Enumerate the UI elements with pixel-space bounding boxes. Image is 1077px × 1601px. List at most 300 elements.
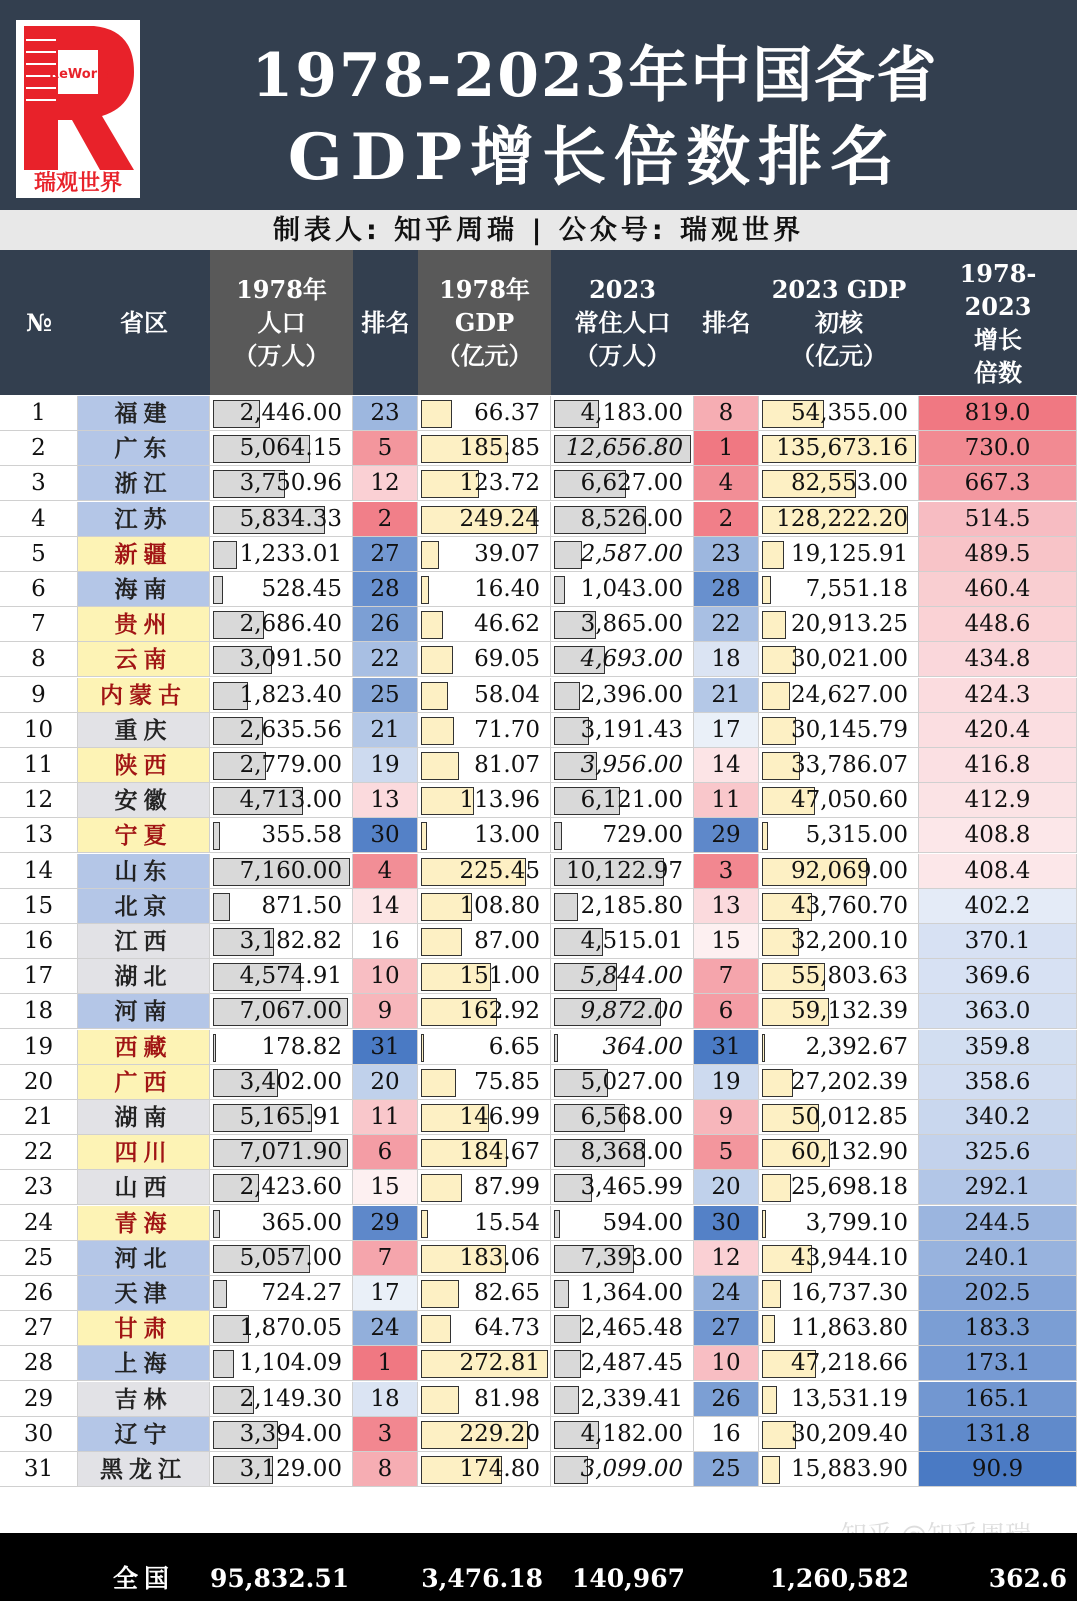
pop2023-bar bbox=[554, 822, 562, 850]
pop-rank-cell bbox=[353, 713, 418, 748]
gdp2023-value: 47,218.66 bbox=[790, 1350, 908, 1377]
gdp-rank-cell bbox=[694, 854, 759, 889]
rank-number-text: 17 bbox=[23, 963, 54, 990]
rank-number-text: 22 bbox=[23, 1139, 54, 1166]
pop-rank-cell bbox=[353, 642, 418, 677]
gdp-rank-value: 2 bbox=[718, 505, 734, 532]
pop2023-value: 6,121.00 bbox=[580, 787, 683, 814]
pop2023-value: 2,587.00 bbox=[580, 540, 683, 567]
rank-number-text: 4 bbox=[31, 505, 46, 532]
gdp2023-cell bbox=[759, 1170, 919, 1205]
rank-number bbox=[0, 466, 78, 501]
gdp2023-bar bbox=[762, 1034, 765, 1062]
rank-number bbox=[0, 642, 78, 677]
rank-number-text: 23 bbox=[23, 1174, 54, 1201]
multiple-cell bbox=[919, 466, 1077, 501]
multiple-cell bbox=[919, 431, 1077, 466]
pop2023-cell bbox=[551, 466, 694, 501]
pop2023-value: 3,465.99 bbox=[580, 1174, 683, 1201]
gdp1978-cell bbox=[418, 854, 551, 889]
pop2023-cell bbox=[551, 959, 694, 994]
gdp1978-value: 39.07 bbox=[474, 540, 540, 567]
gdp2023-cell bbox=[759, 783, 919, 818]
multiple-value: 165.1 bbox=[964, 1385, 1031, 1412]
multiple-value: 363.0 bbox=[964, 998, 1031, 1025]
pop1978-value: 2,779.00 bbox=[239, 752, 342, 778]
gdp-rank-cell bbox=[694, 431, 759, 466]
pop2023-value: 7,393.00 bbox=[580, 1244, 683, 1271]
pop-rank-value: 6 bbox=[377, 1139, 393, 1166]
province-name-text: 湖北 bbox=[114, 963, 173, 991]
pop1978-cell bbox=[210, 537, 353, 572]
gdp-rank-cell bbox=[694, 1452, 759, 1487]
pop2023-value: 4,183.00 bbox=[580, 400, 683, 426]
gdp1978-value: 123.72 bbox=[459, 470, 540, 497]
gdp2023-value: 30,145.79 bbox=[790, 716, 908, 743]
province-name bbox=[78, 1276, 210, 1311]
pop2023-value: 4,182.00 bbox=[580, 1420, 683, 1447]
gdp1978-cell bbox=[418, 959, 551, 994]
gdp1978-value: 229.20 bbox=[459, 1420, 540, 1447]
rank-number-text: 21 bbox=[23, 1104, 54, 1130]
gdp-rank-value: 9 bbox=[718, 1104, 734, 1130]
gdp1978-value: 66.37 bbox=[474, 400, 540, 426]
pop2023-cell bbox=[551, 1346, 694, 1381]
gdp1978-bar bbox=[421, 717, 454, 745]
gdp2023-cell bbox=[759, 1346, 919, 1381]
pop2023-value: 6,568.00 bbox=[580, 1104, 683, 1130]
gdp1978-cell bbox=[418, 1417, 551, 1452]
pop-rank-value: 5 bbox=[377, 435, 393, 462]
pop2023-value: 3,865.00 bbox=[580, 611, 683, 638]
pop1978-bar bbox=[213, 1210, 220, 1238]
multiple-cell bbox=[919, 1030, 1077, 1065]
province-name-text: 贵州 bbox=[114, 611, 173, 639]
multiple-cell bbox=[919, 1346, 1077, 1381]
pop1978-cell bbox=[210, 1417, 353, 1452]
pop1978-value: 528.45 bbox=[261, 576, 342, 602]
multiple-cell bbox=[919, 1206, 1077, 1241]
rank-number bbox=[0, 854, 78, 889]
gdp1978-cell bbox=[418, 924, 551, 959]
gdp1978-cell bbox=[418, 1452, 551, 1487]
pop1978-cell bbox=[210, 924, 353, 959]
gdp2023-cell bbox=[759, 431, 919, 466]
pop1978-cell bbox=[210, 994, 353, 1029]
gdp-rank-value: 25 bbox=[711, 1456, 741, 1482]
gdp-rank-cell bbox=[694, 466, 759, 501]
province-name-text: 四川 bbox=[114, 1139, 173, 1167]
pop-rank-cell bbox=[353, 1065, 418, 1100]
gdp-rank-cell bbox=[694, 1065, 759, 1100]
pop2023-cell bbox=[551, 889, 694, 924]
pop2023-cell bbox=[551, 607, 694, 642]
pop1978-cell bbox=[210, 642, 353, 677]
table-row bbox=[0, 818, 1077, 853]
gdp-rank-value: 17 bbox=[711, 716, 741, 743]
pop1978-bar bbox=[213, 893, 230, 921]
table-header bbox=[0, 250, 1077, 395]
gdp1978-cell bbox=[418, 748, 551, 783]
rank-number bbox=[0, 1030, 78, 1065]
gdp1978-value: 272.81 bbox=[459, 1350, 540, 1377]
table-row bbox=[0, 572, 1077, 607]
gdp1978-cell bbox=[418, 889, 551, 924]
pop-rank-value: 25 bbox=[370, 681, 400, 708]
rank-number bbox=[0, 607, 78, 642]
pop-rank-cell bbox=[353, 1030, 418, 1065]
province-name bbox=[78, 607, 210, 642]
gdp1978-value: 151.00 bbox=[459, 963, 540, 990]
gdp1978-value: 174.80 bbox=[459, 1456, 540, 1482]
pop-rank-value: 20 bbox=[370, 1068, 400, 1095]
multiple-cell bbox=[919, 713, 1077, 748]
gdp2023-value: 15,883.90 bbox=[790, 1456, 908, 1482]
table-row bbox=[0, 502, 1077, 537]
gdp2023-cell bbox=[759, 889, 919, 924]
table-row bbox=[0, 1346, 1077, 1381]
rank-number bbox=[0, 502, 78, 537]
province-name bbox=[78, 1241, 210, 1276]
multiple-value: 416.8 bbox=[964, 752, 1031, 778]
pop1978-value: 3,394.00 bbox=[239, 1420, 342, 1447]
pop-rank-value: 12 bbox=[370, 470, 400, 497]
rank-number-text: 6 bbox=[31, 576, 46, 602]
multiple-value: 667.3 bbox=[964, 470, 1031, 497]
gdp1978-value: 113.96 bbox=[459, 787, 540, 814]
gdp2023-value: 25,698.18 bbox=[790, 1174, 908, 1201]
pop2023-cell bbox=[551, 1311, 694, 1346]
gdp2023-value: 27,202.39 bbox=[790, 1068, 908, 1095]
table-row bbox=[0, 537, 1077, 572]
pop1978-cell bbox=[210, 572, 353, 607]
gdp-rank-cell bbox=[694, 1170, 759, 1205]
byline: 制表人: 知乎周瑞 | 公众号: 瑞观世界 bbox=[0, 210, 1077, 250]
province-name bbox=[78, 994, 210, 1029]
table-row bbox=[0, 1382, 1077, 1417]
pop2023-value: 4,693.00 bbox=[580, 646, 683, 673]
pop1978-cell bbox=[210, 1276, 353, 1311]
gdp-rank-cell bbox=[694, 572, 759, 607]
total-label: 全国 bbox=[112, 1564, 175, 1593]
multiple-value: 370.1 bbox=[964, 928, 1031, 954]
multiple-cell bbox=[919, 642, 1077, 677]
pop2023-cell bbox=[551, 994, 694, 1029]
gdp1978-cell bbox=[418, 1135, 551, 1170]
gdp2023-bar bbox=[762, 1174, 791, 1202]
province-name-text: 广西 bbox=[114, 1068, 173, 1096]
pop2023-value: 594.00 bbox=[602, 1209, 683, 1236]
pop2023-value: 3,191.43 bbox=[580, 716, 683, 743]
gdp-rank-value: 16 bbox=[711, 1420, 741, 1447]
gdp2023-bar bbox=[762, 682, 790, 710]
gdp1978-value: 81.98 bbox=[474, 1385, 540, 1412]
multiple-cell bbox=[919, 1417, 1077, 1452]
pop2023-value: 364.00 bbox=[602, 1033, 683, 1060]
pop-rank-cell bbox=[353, 396, 418, 431]
pop2023-value: 1,043.00 bbox=[580, 576, 683, 602]
table-row bbox=[0, 1030, 1077, 1065]
multiple-cell bbox=[919, 537, 1077, 572]
table-row bbox=[0, 431, 1077, 466]
gdp-rank-cell bbox=[694, 1030, 759, 1065]
pop-rank-value: 17 bbox=[370, 1280, 400, 1306]
header-pop1978: 1978年 人口 （万人） bbox=[210, 250, 353, 395]
header-pop2023: 2023 常住人口 （万人） bbox=[574, 275, 671, 370]
pop1978-value: 3,091.50 bbox=[239, 646, 342, 673]
multiple-cell bbox=[919, 502, 1077, 537]
rank-number-text: 10 bbox=[23, 716, 54, 743]
pop-rank-cell bbox=[353, 1241, 418, 1276]
province-name-text: 山东 bbox=[114, 857, 173, 885]
gdp1978-value: 146.99 bbox=[459, 1104, 540, 1130]
rank-number-text: 1 bbox=[31, 400, 46, 426]
pop-rank-cell bbox=[353, 1417, 418, 1452]
province-name-text: 天津 bbox=[114, 1280, 173, 1307]
multiple-value: 358.6 bbox=[964, 1068, 1031, 1095]
gdp2023-cell bbox=[759, 1452, 919, 1487]
multiple-value: 424.3 bbox=[964, 681, 1031, 708]
rank-number-text: 27 bbox=[23, 1315, 54, 1342]
gdp1978-cell bbox=[418, 783, 551, 818]
pop-rank-cell bbox=[353, 1311, 418, 1346]
multiple-cell bbox=[919, 396, 1077, 431]
gdp2023-value: 59,132.39 bbox=[790, 998, 908, 1025]
pop1978-value: 3,182.82 bbox=[239, 928, 342, 954]
province-name bbox=[78, 1417, 210, 1452]
gdp-rank-value: 12 bbox=[711, 1244, 741, 1271]
table-row bbox=[0, 642, 1077, 677]
multiple-cell bbox=[919, 678, 1077, 713]
pop-rank-cell bbox=[353, 783, 418, 818]
table-row bbox=[0, 1241, 1077, 1276]
rank-number-text: 13 bbox=[23, 822, 54, 849]
gdp-rank-value: 30 bbox=[711, 1209, 741, 1236]
rank-number bbox=[0, 678, 78, 713]
gdp1978-bar bbox=[421, 928, 462, 956]
gdp-rank-value: 3 bbox=[718, 857, 734, 884]
gdp2023-value: 2,392.67 bbox=[805, 1033, 908, 1060]
total-pop2023: 140,967 bbox=[571, 1564, 685, 1593]
multiple-cell bbox=[919, 748, 1077, 783]
province-name bbox=[78, 1452, 210, 1487]
province-name-text: 吉林 bbox=[114, 1385, 173, 1413]
rank-number-text: 8 bbox=[31, 646, 46, 673]
rank-number-text: 29 bbox=[23, 1385, 54, 1412]
pop-rank-value: 4 bbox=[377, 857, 393, 884]
province-name-text: 海南 bbox=[114, 576, 173, 603]
gdp1978-value: 108.80 bbox=[459, 892, 540, 919]
province-name-text: 浙江 bbox=[114, 470, 173, 498]
table-row bbox=[0, 1100, 1077, 1135]
gdp2023-value: 43,944.10 bbox=[790, 1244, 908, 1271]
pop2023-cell bbox=[551, 1417, 694, 1452]
province-name-text: 西藏 bbox=[114, 1033, 173, 1061]
rank-number bbox=[0, 994, 78, 1029]
gdp-rank-value: 28 bbox=[711, 576, 741, 602]
pop-rank-cell bbox=[353, 1346, 418, 1381]
pop-rank-cell bbox=[353, 502, 418, 537]
gdp2023-value: 20,913.25 bbox=[790, 611, 908, 638]
gdp2023-value: 47,050.60 bbox=[790, 787, 908, 814]
pop2023-cell bbox=[551, 431, 694, 466]
gdp2023-bar bbox=[762, 541, 784, 569]
gdp-rank-value: 27 bbox=[711, 1315, 741, 1342]
gdp1978-cell bbox=[418, 1346, 551, 1381]
multiple-value: 408.8 bbox=[964, 822, 1031, 849]
pop1978-value: 2,149.30 bbox=[239, 1385, 342, 1412]
table-row bbox=[0, 783, 1077, 818]
pop1978-value: 4,574.91 bbox=[239, 963, 342, 990]
gdp1978-cell bbox=[418, 1311, 551, 1346]
table-row bbox=[0, 713, 1077, 748]
pop2023-cell bbox=[551, 502, 694, 537]
pop1978-cell bbox=[210, 783, 353, 818]
gdp2023-value: 33,786.07 bbox=[790, 752, 908, 778]
pop-rank-value: 19 bbox=[370, 752, 400, 778]
pop1978-cell bbox=[210, 396, 353, 431]
province-name-text: 北京 bbox=[114, 892, 173, 920]
multiple-value: 340.2 bbox=[964, 1104, 1031, 1130]
multiple-value: 408.4 bbox=[964, 857, 1031, 884]
pop1978-bar bbox=[213, 576, 223, 604]
gdp-rank-cell bbox=[694, 607, 759, 642]
table-row bbox=[0, 1170, 1077, 1205]
gdp-rank-cell bbox=[694, 642, 759, 677]
gdp2023-cell bbox=[759, 537, 919, 572]
gdp1978-bar bbox=[421, 1315, 451, 1343]
gdp2023-value: 32,200.10 bbox=[790, 928, 908, 954]
pop-rank-cell bbox=[353, 537, 418, 572]
gdp-rank-value: 5 bbox=[718, 1139, 734, 1166]
rank-number-text: 25 bbox=[23, 1244, 54, 1271]
gdp1978-cell bbox=[418, 1100, 551, 1135]
pop2023-cell bbox=[551, 396, 694, 431]
title-banner bbox=[0, 0, 1077, 210]
multiple-value: 730.0 bbox=[964, 435, 1031, 462]
rank-number-text: 15 bbox=[23, 892, 54, 919]
multiple-value: 402.2 bbox=[964, 892, 1031, 919]
province-name bbox=[78, 1170, 210, 1205]
pop2023-bar bbox=[554, 576, 565, 604]
gdp-rank-cell bbox=[694, 1100, 759, 1135]
gdp1978-cell bbox=[418, 1170, 551, 1205]
pop1978-cell bbox=[210, 889, 353, 924]
gdp-rank-cell bbox=[694, 1417, 759, 1452]
gdp2023-cell bbox=[759, 678, 919, 713]
pop1978-cell bbox=[210, 959, 353, 994]
pop-rank-value: 7 bbox=[377, 1244, 393, 1271]
multiple-value: 292.1 bbox=[964, 1174, 1031, 1201]
pop-rank-cell bbox=[353, 994, 418, 1029]
gdp1978-value: 225.45 bbox=[459, 857, 540, 884]
rank-number-text: 20 bbox=[23, 1068, 54, 1095]
gdp-rank-value: 4 bbox=[718, 470, 734, 497]
pop-rank-cell bbox=[353, 818, 418, 853]
rank-number-text: 18 bbox=[23, 998, 54, 1025]
gdp1978-value: 16.40 bbox=[474, 576, 540, 602]
header-gdp2023: 2023 GDP 初核 （亿元） bbox=[771, 275, 907, 370]
multiple-cell bbox=[919, 959, 1077, 994]
rank-number-text: 12 bbox=[23, 787, 54, 814]
rank-number bbox=[0, 1206, 78, 1241]
rank-number bbox=[0, 537, 78, 572]
gdp1978-cell bbox=[418, 502, 551, 537]
pop2023-cell bbox=[551, 1206, 694, 1241]
gdp-rank-cell bbox=[694, 994, 759, 1029]
pop2023-value: 8,526.00 bbox=[580, 505, 683, 532]
rank-number bbox=[0, 748, 78, 783]
gdp1978-cell bbox=[418, 396, 551, 431]
multiple-value: 202.5 bbox=[964, 1280, 1031, 1306]
pop1978-cell bbox=[210, 1170, 353, 1205]
gdp2023-value: 55,803.63 bbox=[790, 963, 908, 990]
province-name bbox=[78, 642, 210, 677]
gdp2023-value: 19,125.91 bbox=[790, 540, 908, 567]
pop2023-value: 2,487.45 bbox=[580, 1350, 683, 1377]
gdp-rank-value: 26 bbox=[711, 1385, 741, 1412]
pop1978-value: 3,402.00 bbox=[239, 1068, 342, 1095]
province-name bbox=[78, 678, 210, 713]
pop-rank-value: 13 bbox=[370, 787, 400, 814]
province-name-text: 云南 bbox=[114, 646, 173, 674]
gdp1978-value: 87.99 bbox=[474, 1174, 540, 1201]
rank-number-text: 9 bbox=[31, 681, 46, 708]
pop1978-value: 3,129.00 bbox=[239, 1456, 342, 1482]
gdp1978-cell bbox=[418, 1241, 551, 1276]
gdp2023-cell bbox=[759, 748, 919, 783]
rank-number-text: 30 bbox=[23, 1420, 54, 1447]
gdp1978-bar bbox=[421, 1069, 456, 1097]
gdp2023-value: 92,069.00 bbox=[790, 857, 908, 884]
pop1978-value: 4,713.00 bbox=[239, 787, 342, 814]
gdp-rank-value: 20 bbox=[711, 1174, 741, 1201]
pop-rank-value: 1 bbox=[377, 1350, 393, 1377]
multiple-cell bbox=[919, 889, 1077, 924]
gdp1978-cell bbox=[418, 1030, 551, 1065]
pop2023-value: 2,396.00 bbox=[580, 681, 683, 708]
gdp-rank-value: 21 bbox=[711, 681, 741, 708]
gdp1978-cell bbox=[418, 713, 551, 748]
gdp1978-cell bbox=[418, 1206, 551, 1241]
pop1978-value: 178.82 bbox=[261, 1033, 342, 1060]
rank-number bbox=[0, 783, 78, 818]
multiple-cell bbox=[919, 1452, 1077, 1487]
gdp1978-value: 46.62 bbox=[474, 611, 540, 638]
pop2023-cell bbox=[551, 1382, 694, 1417]
pop2023-bar bbox=[554, 1210, 560, 1238]
province-name bbox=[78, 1206, 210, 1241]
table-row bbox=[0, 924, 1077, 959]
table-row bbox=[0, 466, 1077, 501]
table-row bbox=[0, 1065, 1077, 1100]
pop-rank-value: 29 bbox=[370, 1209, 400, 1236]
gdp2023-cell bbox=[759, 1030, 919, 1065]
pop1978-value: 2,423.60 bbox=[239, 1174, 342, 1201]
multiple-value: 460.4 bbox=[964, 576, 1031, 602]
gdp1978-cell bbox=[418, 1276, 551, 1311]
rank-number-text: 5 bbox=[31, 540, 46, 567]
rank-number-text: 3 bbox=[31, 470, 46, 497]
pop-rank-value: 24 bbox=[370, 1315, 400, 1342]
pop-rank-value: 30 bbox=[370, 822, 400, 849]
multiple-value: 240.1 bbox=[964, 1244, 1031, 1271]
gdp1978-value: 69.05 bbox=[474, 646, 540, 673]
province-name-text: 重庆 bbox=[114, 716, 173, 744]
multiple-value: 131.8 bbox=[964, 1420, 1031, 1447]
province-name bbox=[78, 1100, 210, 1135]
gdp-rank-cell bbox=[694, 748, 759, 783]
